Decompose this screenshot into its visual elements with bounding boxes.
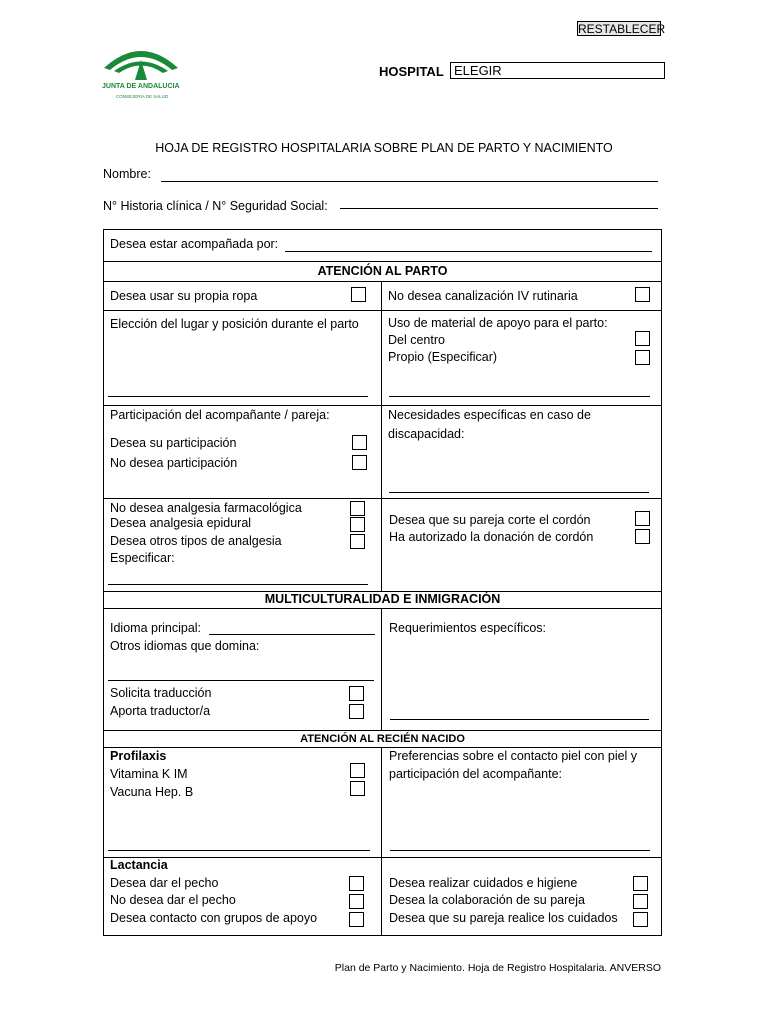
especificar-label: Especificar:	[110, 551, 175, 565]
form-table	[103, 229, 662, 936]
idioma-input[interactable]	[209, 634, 375, 635]
historia-input[interactable]	[340, 208, 658, 209]
otros-idiomas-label: Otros idiomas que domina:	[110, 639, 260, 653]
nombre-input[interactable]	[161, 181, 658, 182]
piel-label: Preferencias sobre el contacto piel con piel y	[389, 749, 638, 763]
junta-andalucia-logo	[100, 40, 182, 104]
pecho-checkbox[interactable]	[349, 876, 364, 891]
grupos-label: Desea contacto con grupos de apoyo	[110, 911, 318, 925]
logo-name: JUNTA DE ANDALUCIA	[102, 83, 180, 90]
epidural-checkbox[interactable]	[350, 517, 365, 532]
pareja-cuidados-checkbox[interactable]	[633, 912, 648, 927]
vacuna-checkbox[interactable]	[350, 781, 365, 796]
participacion-label: Participación del acompañante / pareja:	[110, 408, 330, 422]
traduccion-label: Solicita traducción	[110, 686, 212, 700]
cuidados-checkbox[interactable]	[633, 876, 648, 891]
ropa-label: Desea usar su propia ropa	[110, 289, 258, 303]
hospital-select[interactable]: ELEGIR	[450, 62, 665, 79]
acompanada-label: Desea estar acompañada por:	[110, 237, 279, 251]
otros-analgesia-label: Desea otros tipos de analgesia	[110, 534, 282, 548]
traduccion-checkbox[interactable]	[349, 686, 364, 701]
logo-subtitle: CONSEJERÍA DE SALUD	[116, 94, 169, 99]
corte-cordon-label: Desea que su pareja corte el cordón	[389, 513, 591, 527]
propio-label: Propio (Especificar)	[388, 350, 498, 364]
del-centro-label: Del centro	[388, 333, 445, 347]
canalizacion-label: No desea canalización IV rutinaria	[388, 289, 578, 303]
donacion-cordon-checkbox[interactable]	[635, 529, 650, 544]
corte-cordon-checkbox[interactable]	[635, 511, 650, 526]
vitamina-label: Vitamina K IM	[110, 767, 188, 781]
divider	[104, 261, 661, 262]
no-desea-participacion-label: No desea participación	[110, 456, 238, 470]
divider	[104, 405, 661, 406]
multi-heading: MULTICULTURALIDAD E INMIGRACIÓN	[264, 592, 501, 606]
no-analgesia-label: No desea analgesia farmacológica	[110, 501, 302, 515]
divider	[104, 498, 661, 499]
no-desea-participacion-checkbox[interactable]	[352, 455, 367, 470]
ropa-checkbox[interactable]	[351, 287, 366, 302]
column-divider	[381, 609, 382, 730]
divider	[104, 857, 661, 858]
no-analgesia-checkbox[interactable]	[350, 501, 365, 516]
discapacidad-label: discapacidad:	[388, 427, 465, 441]
traductor-checkbox[interactable]	[349, 704, 364, 719]
page-title: HOJA DE REGISTRO HOSPITALARIA SOBRE PLAN DE PARTO Y NACIMIENTO	[155, 141, 613, 155]
lactancia-heading: Lactancia	[110, 858, 168, 872]
grupos-checkbox[interactable]	[349, 912, 364, 927]
no-pecho-checkbox[interactable]	[349, 894, 364, 909]
idioma-label: Idioma principal:	[110, 621, 202, 635]
divider	[104, 310, 661, 311]
reset-button[interactable]: RESTABLECER	[578, 22, 666, 36]
footer-text: Plan de Parto y Nacimiento. Hoja de Registro Hospitalaria. ANVERSO	[334, 962, 661, 974]
especificar-input[interactable]	[108, 584, 368, 585]
requerimientos-input[interactable]	[390, 719, 649, 720]
column-divider	[381, 748, 382, 935]
vitamina-checkbox[interactable]	[350, 763, 365, 778]
necesidades-label: Necesidades específicas en caso de	[388, 408, 591, 422]
historia-label: N° Historia clínica / N° Seguridad Social:	[103, 199, 328, 213]
pareja-cuidados-label: Desea que su pareja realice los cuidados	[389, 911, 618, 925]
desea-participacion-label: Desea su participación	[110, 436, 237, 450]
propio-checkbox[interactable]	[635, 350, 650, 365]
recien-heading: ATENCIÓN AL RECIÉN NACIDO	[300, 733, 465, 745]
divider	[104, 281, 661, 282]
column-divider	[381, 282, 382, 591]
del-centro-checkbox[interactable]	[635, 331, 650, 346]
epidural-label: Desea analgesia epidural	[110, 516, 252, 530]
hospital-label: HOSPITAL	[379, 64, 444, 79]
requerimientos-label: Requerimientos específicos:	[389, 621, 547, 635]
traductor-label: Aporta traductor/a	[110, 704, 211, 718]
propio-input[interactable]	[389, 396, 650, 397]
necesidades-input[interactable]	[389, 492, 649, 493]
no-pecho-label: No desea dar el pecho	[110, 893, 236, 907]
colaboracion-label: Desea la colaboración de su pareja	[389, 893, 585, 907]
profilaxis-heading: Profilaxis	[110, 749, 167, 763]
vacuna-label: Vacuna Hep. B	[110, 785, 194, 799]
piel-input[interactable]	[390, 850, 650, 851]
divider	[104, 747, 661, 748]
lugar-label: Elección del lugar y posición durante el parto	[110, 317, 359, 331]
material-label: Uso de material de apoyo para el parto:	[388, 316, 608, 330]
piel-label-2: participación del acompañante:	[389, 767, 563, 781]
desea-participacion-checkbox[interactable]	[352, 435, 367, 450]
cuidados-label: Desea realizar cuidados e higiene	[389, 876, 578, 890]
profilaxis-input[interactable]	[108, 850, 370, 851]
colaboracion-checkbox[interactable]	[633, 894, 648, 909]
nombre-label: Nombre:	[103, 167, 151, 181]
divider	[104, 608, 661, 609]
donacion-cordon-label: Ha autorizado la donación de cordón	[389, 530, 594, 544]
divider	[104, 730, 661, 731]
canalizacion-checkbox[interactable]	[635, 287, 650, 302]
lugar-input[interactable]	[108, 396, 368, 397]
otros-idiomas-input[interactable]	[108, 680, 374, 681]
parto-heading: ATENCIÓN AL PARTO	[317, 264, 448, 278]
acompanada-input[interactable]	[285, 251, 652, 252]
pecho-label: Desea dar el pecho	[110, 876, 219, 890]
otros-analgesia-checkbox[interactable]	[350, 534, 365, 549]
